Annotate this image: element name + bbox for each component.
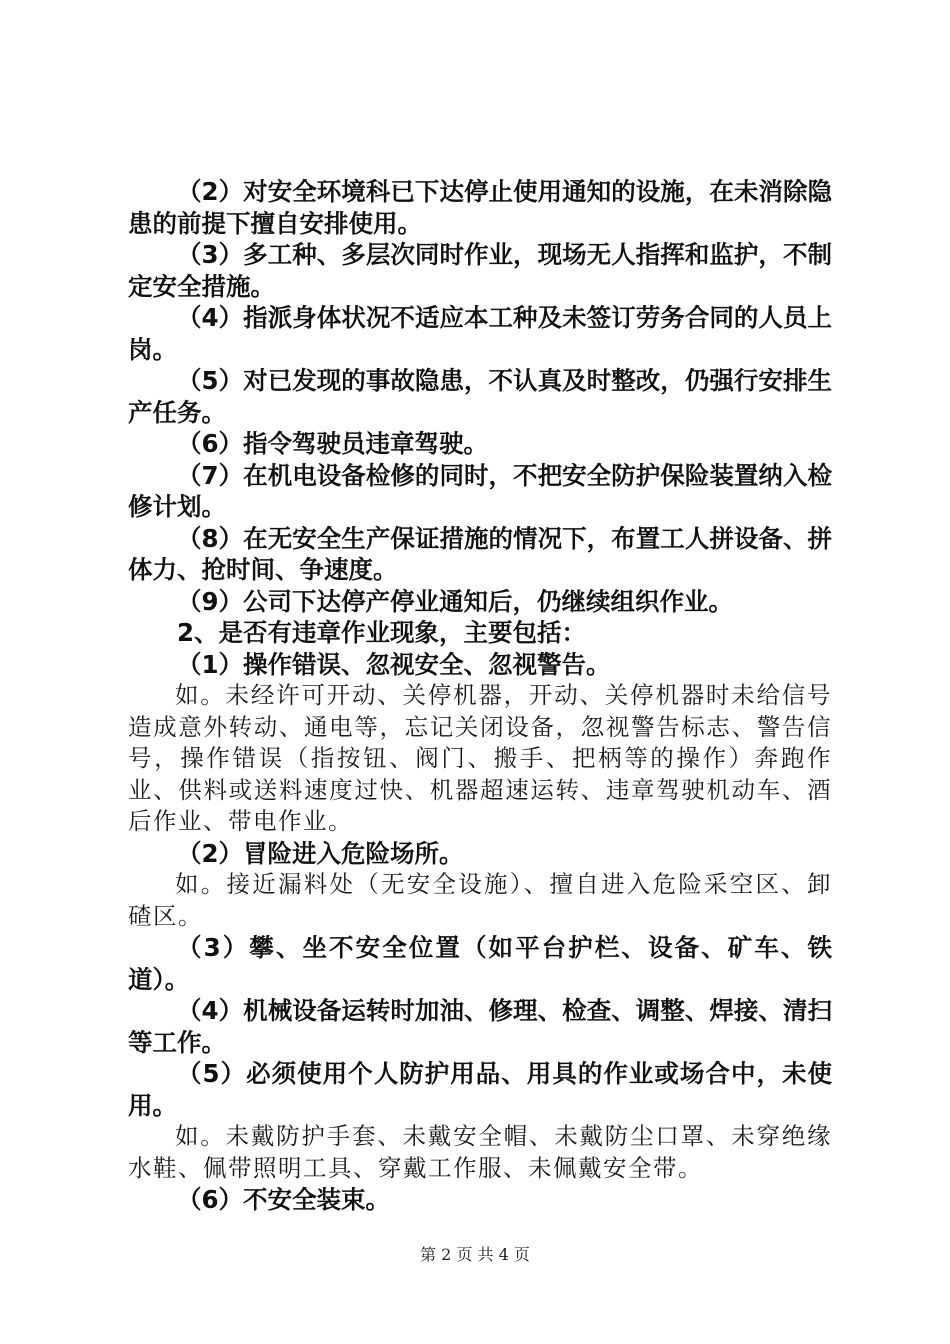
section-heading: 2、是否有违章作业现象，主要包括： [177, 618, 587, 647]
paragraph: （6）不安全装束。 [177, 1185, 391, 1214]
paragraph: （4）机械设备运转时加油、修理、检查、调整、焊接、清扫等工作。 [128, 996, 832, 1057]
paragraph: （7）在机电设备检修的同时，不把安全防护保险装置纳入检修计划。 [128, 460, 832, 521]
example-paragraph: 如。未戴防护手套、未戴安全帽、未戴防尘口罩、未穿绝缘水鞋、佩带照明工具、穿戴工作服、未佩戴安全带。 [128, 1122, 832, 1182]
paragraph: （3）攀、坐不安全位置（如平台护栏、设备、矿车、铁道）。 [128, 933, 832, 994]
paragraph: （2）对安全环境科已下达停止使用通知的设施，在未消除隐患的前提下擅自安排使用。 [128, 177, 832, 238]
paragraph: （4）指派身体状况不适应本工种及未签订劳务合同的人员上岗。 [128, 303, 832, 364]
paragraph: （6）指令驾驶员违章驾驶。 [177, 429, 489, 458]
example-paragraph: 如。接近漏料处（无安全设施）、擅自进入危险采空区、卸碴区。 [128, 870, 832, 930]
paragraph: （5）对已发现的事故隐患，不认真及时整改，仍强行安排生产任务。 [128, 366, 832, 427]
document-body [128, 176, 832, 1216]
example-paragraph: 如。未经许可开动、关停机器，开动、关停机器时未给信号造成意外转动、通电等，忘记关闭设备，忽视警告标志、警告信号，操作错误（指按钮、阀门、搬手、把柄等的操作）奔跑作业、供料或送料速度过快、机器超速运转、违章驾驶机动车、酒后作业、带电作业。 [128, 681, 832, 835]
paragraph: （5）必须使用个人防护用品、用具的作业或场合中，未使用。 [128, 1059, 832, 1120]
paragraph: （3）多工种、多层次同时作业，现场无人指挥和监护，不制定安全措施。 [128, 240, 832, 301]
paragraph: （2）冒险进入危险场所。 [177, 838, 464, 868]
paragraph: （1）操作错误、忽视安全、忽视警告。 [177, 649, 611, 679]
page-number-footer: 第 2 页 共 4 页 [420, 1245, 530, 1264]
paragraph: （9）公司下达停产停业通知后，仍继续组织作业。 [177, 586, 734, 616]
paragraph: （8）在无安全生产保证措施的情况下，布置工人拼设备、拼体力、抢时间、争速度。 [128, 523, 832, 584]
